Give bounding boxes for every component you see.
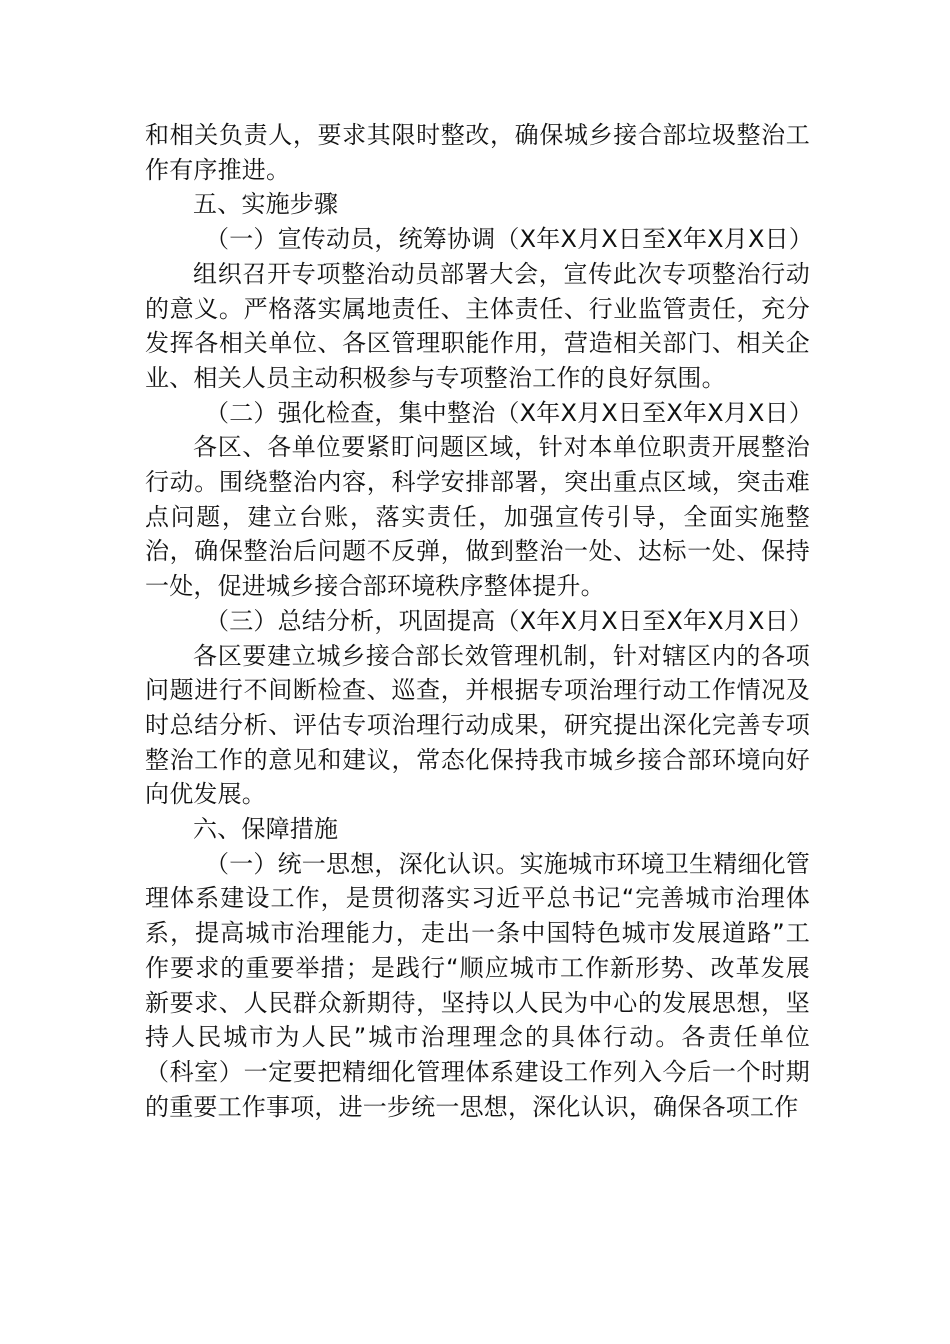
paragraph-publicity-mobilization: 组织召开专项整治动员部署大会，宣传此次专项整治行动的意义。严格落实属地责任、主体责任、行业监管责任，充分发挥各相关单位、各区管理职能作用，营造相关部门、相关企业、相关人员主动积极参与专项整治工作的良好氛围。 xyxy=(145,259,810,392)
subheading-publicity-mobilization: （一）宣传动员，统筹协调（X年X月X日至X年X月X日） xyxy=(205,225,814,254)
section-heading-safeguard-measures: 六、保障措施 xyxy=(193,815,339,844)
subheading-inspection-rectification: （二）强化检查，集中整治（X年X月X日至X年X月X日） xyxy=(205,398,814,427)
paragraph-inspection-rectification: 各区、各单位要紧盯问题区域，针对本单位职责开展整治行动。围绕整治内容，科学安排部署，突出重点区域，突击难点问题，建立台账，落实责任，加强宣传引导，全面实施整治，确保整治后问题不反弹，做到整治一处、达标一处、保持一处，促进城乡接合部环境秩序整体提升。 xyxy=(145,433,810,601)
section-heading-implementation-steps: 五、实施步骤 xyxy=(193,190,339,219)
paragraph-continuation: 和相关负责人，要求其限时整改，确保城乡接合部垃圾整治工作有序推进。 xyxy=(145,121,810,184)
subheading-summary-consolidation: （三）总结分析，巩固提高（X年X月X日至X年X月X日） xyxy=(205,606,814,635)
paragraph-unify-thinking: （一）统一思想，深化认识。实施城市环境卫生精细化管理体系建设工作，是贯彻落实习近平总书记“完善城市治理体系，提高城市治理能力，走出一条中国特色城市发展道路”工作要求的重要举措；是践行“顺应城市工作新形势、改革发展新要求、人民群众新期待，坚持以人民为中心的发展思想，坚持人民城市为人民”城市治理理念的具体行动。各责任单位（科室）一定要把精细化管理体系建设工作列入今后一个时期的重要工作事项，进一步统一思想，深化认识，确保各项工作 xyxy=(145,849,810,1121)
paragraph-summary-consolidation: 各区要建立城乡接合部长效管理机制，针对辖区内的各项问题进行不间断检查、巡查，并根据专项治理行动工作情况及时总结分析、评估专项治理行动成果，研究提出深化完善专项整治工作的意见和建议，常态化保持我市城乡接合部环境向好向优发展。 xyxy=(145,641,810,809)
document-body xyxy=(145,118,814,1124)
